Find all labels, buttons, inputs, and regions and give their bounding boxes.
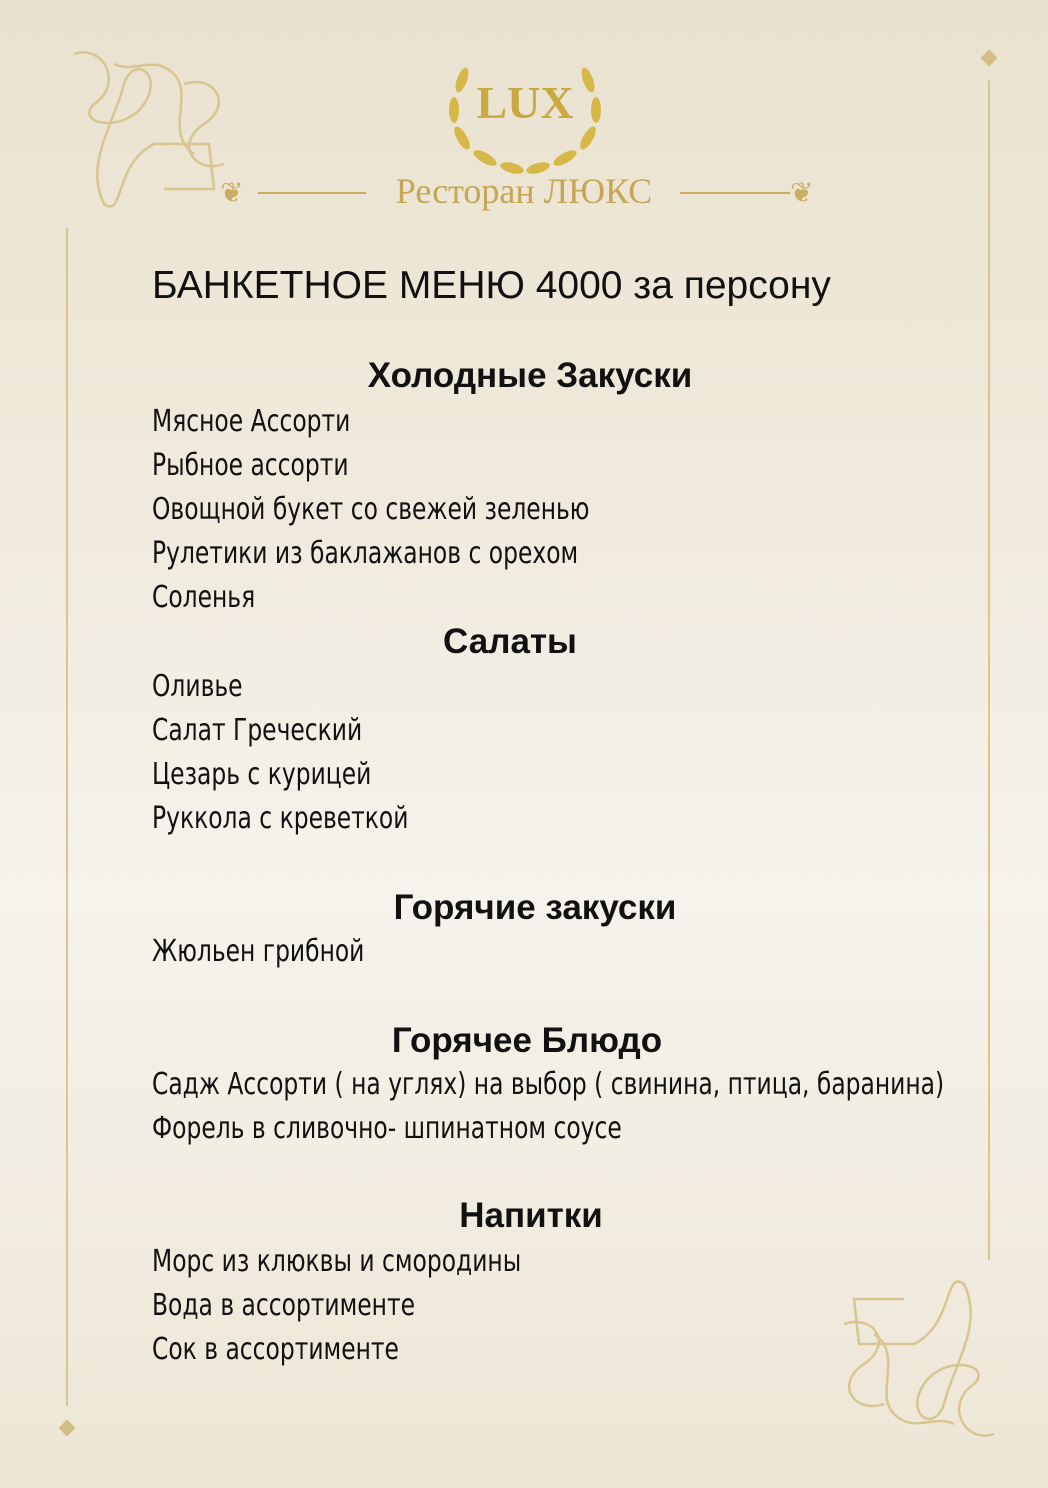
menu-item: Цезарь с курицей [152, 757, 372, 792]
restaurant-name [0, 170, 1048, 212]
corner-diamond-bottom [59, 1420, 76, 1437]
menu-item: Садж Ассорти ( на углях) на выбор ( свинина, птица, баранина) [152, 1067, 945, 1102]
logo-text: LUX [476, 77, 574, 128]
fleur-ornament-right: ❦ [790, 177, 814, 208]
menu-item: Морс из клюквы и смородины [152, 1244, 522, 1279]
flourish-ornament-bottom-right [830, 1270, 1005, 1445]
menu-item: Сок в ассортименте [152, 1332, 399, 1367]
page-title: БАНКЕТНОЕ МЕНЮ 4000 за персону [152, 264, 831, 307]
corner-diamond-top [981, 50, 998, 67]
menu-item: Вода в ассортименте [152, 1288, 416, 1323]
section-heading: Салаты [443, 622, 577, 661]
menu-item: Салат Греческий [152, 713, 363, 748]
section-heading: Холодные Закуски [367, 356, 693, 395]
menu-item: Форель в сливочно- шпинатном соусе [152, 1111, 622, 1146]
restaurant-name-text: Ресторан ЛЮКС [395, 171, 653, 211]
menu-item: Овощной букет со свежей зеленью [152, 492, 590, 527]
section-heading: Горячие закуски [393, 888, 677, 927]
menu-item: Соленья [152, 580, 256, 615]
menu-item: Рулетики из баклажанов с орехом [152, 536, 579, 571]
menu-item: Руккола с креветкой [152, 801, 409, 836]
lux-laurel-logo [440, 40, 610, 180]
section-heading: Горячее Блюдо [391, 1021, 663, 1060]
menu-item: Оливье [152, 669, 243, 704]
menu-item: Рыбное ассорти [152, 448, 349, 483]
fleur-ornament-left: ❦ [220, 177, 244, 208]
menu-item: Жюльен грибной [152, 934, 365, 969]
section-heading: Напитки [459, 1196, 603, 1235]
menu-item: Мясное Ассорти [152, 404, 351, 439]
right-border-line [988, 80, 990, 1260]
